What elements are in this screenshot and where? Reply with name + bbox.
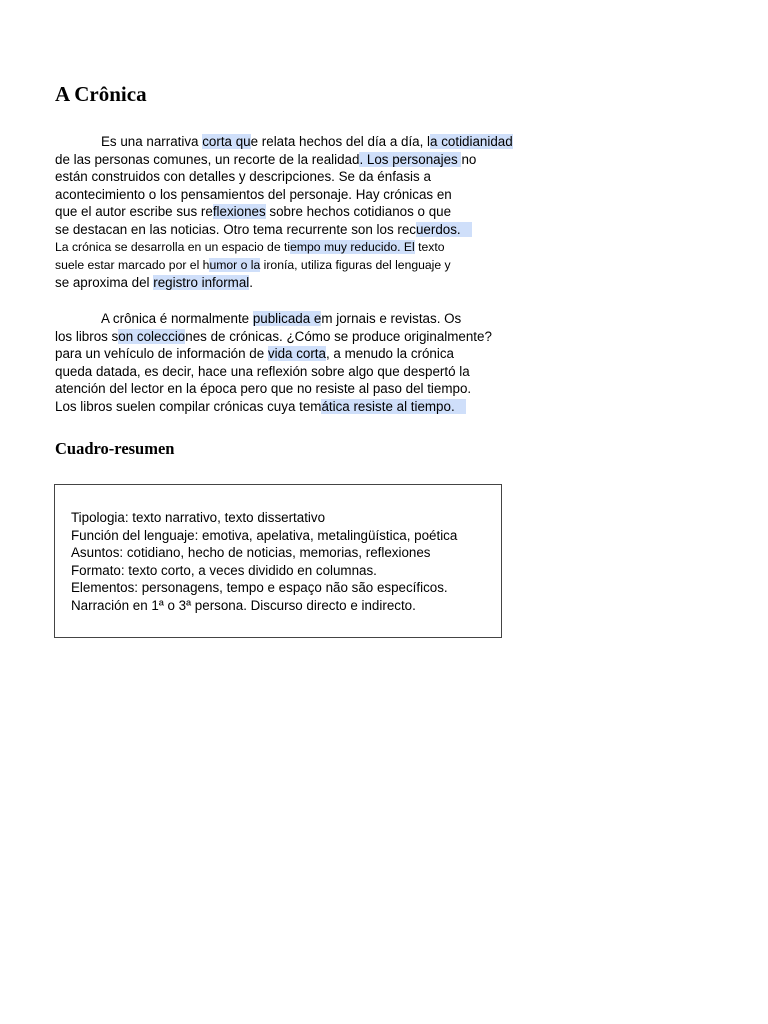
paragraph-1-line — [55, 274, 253, 292]
summary-box — [54, 484, 502, 638]
highlighted-text: publicada e — [252, 311, 322, 326]
text-run: ironía, utiliza figuras del lenguaje y — [260, 257, 451, 272]
text-run: texto — [414, 240, 445, 254]
highlighted-text: on coleccio — [118, 328, 186, 344]
paragraph-1-line — [55, 151, 476, 169]
text-run: sobre hechos cotidianos o que — [265, 204, 452, 220]
text-run: no — [461, 151, 477, 167]
paragraph-1-line — [101, 133, 513, 151]
paragraph-1-line — [55, 203, 451, 221]
text-run: nes de crónicas. ¿Cómo se produce originalmente? — [185, 328, 492, 344]
highlighted-text: umor o la — [209, 257, 261, 272]
paragraph-1-line: están construidos con detalles y descripciones. Se da énfasis a — [55, 169, 431, 185]
paragraph-1-line — [55, 257, 451, 275]
text-run: de las personas comunes, un recorte de la realidad — [55, 151, 360, 167]
text-run: . — [249, 275, 253, 291]
page-title: A Crônica — [55, 82, 147, 106]
text-run: La crónica se desarrolla en un espacio de ti — [55, 240, 291, 254]
highlighted-text: ática resiste al tiempo. — [321, 399, 466, 414]
paragraph-2-line — [55, 398, 466, 416]
paragraph-2-line — [55, 328, 492, 346]
paragraph-1-line: acontecimiento o los pensamientos del personaje. Hay crónicas en — [55, 186, 452, 202]
summary-line: Narración en 1ª o 3ª persona. Discurso directo e indirecto. — [71, 598, 416, 613]
highlighted-text: vida corta — [267, 346, 326, 362]
summary-line: Elementos: personagens, tempo e espaço não são específicos. — [71, 580, 448, 596]
highlighted-text: registro informal — [153, 275, 250, 291]
paragraph-2-line: atención del lector en la época pero que no resiste al paso del tiempo. — [55, 381, 472, 397]
text-run: Los libros suelen compilar crónicas cuya tem — [55, 399, 322, 414]
text-run: Es una narrativa — [101, 134, 203, 149]
summary-line: Formato: texto corto, a veces dividido en columnas. — [71, 562, 377, 578]
paragraph-1-line — [55, 221, 472, 239]
highlighted-text: empo muy reducido. El — [290, 240, 415, 254]
text-run: se destacan en las noticias. Otro tema recurrente son los rec — [55, 222, 416, 237]
paragraph-2-line — [55, 345, 454, 363]
paragraph-1-line — [55, 239, 445, 257]
highlighted-text: corta qu — [202, 134, 251, 149]
text-run: que el autor escribe sus re — [55, 204, 213, 220]
text-run: , a menudo la crónica — [325, 346, 454, 362]
paragraph-2-line: queda datada, es decir, hace una reflexión sobre algo que despertó la — [55, 363, 470, 379]
paragraph-2-line — [101, 310, 461, 328]
highlighted-text: . Los personajes — [359, 151, 462, 167]
highlighted-text: uerdos. — [415, 222, 472, 237]
text-run: los libros s — [55, 328, 119, 344]
summary-title: Cuadro-resumen — [55, 439, 175, 458]
text-run: A crônica é normalmente — [101, 311, 253, 326]
highlighted-text: flexiones — [212, 204, 266, 220]
text-run: m jornais e revistas. Os — [321, 311, 462, 326]
text-run: suele estar marcado por el h — [55, 257, 210, 272]
summary-line: Tipologia: texto narrativo, texto dissertativo — [71, 510, 326, 525]
text-run: e relata hechos del día a día, l — [250, 134, 431, 149]
summary-line: Función del lenguaje: emotiva, apelativa, metalingüística, poética — [71, 527, 458, 543]
highlighted-text: a cotidianidad — [430, 134, 513, 149]
summary-line: Asuntos: cotidiano, hecho de noticias, memorias, reflexiones — [71, 545, 431, 561]
text-run: se aproxima del — [55, 275, 154, 291]
text-run: para un vehículo de información de — [55, 346, 268, 362]
